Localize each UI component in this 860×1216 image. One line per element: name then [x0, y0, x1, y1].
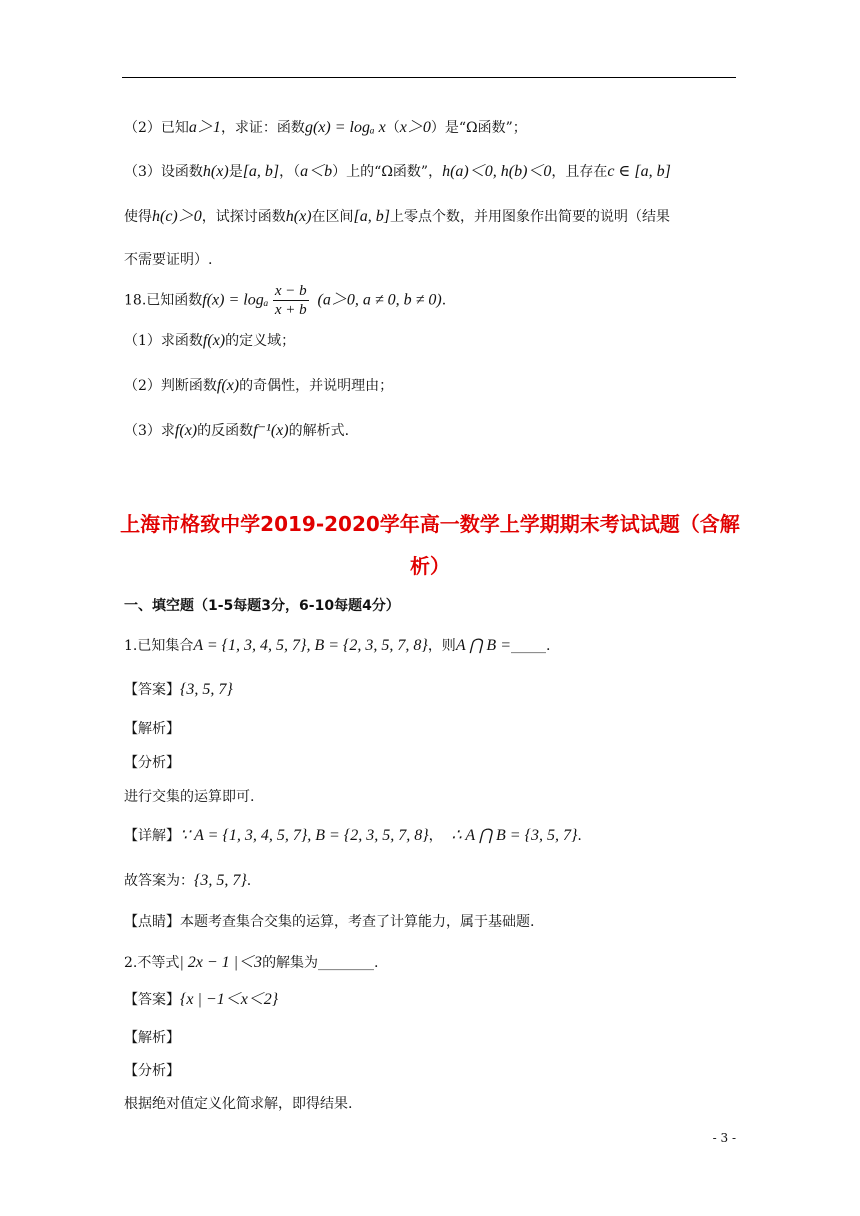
q1-fenxi-label: 【分析】 — [124, 755, 180, 771]
label: 【答案】 — [124, 682, 180, 698]
q17-part3-line1 — [124, 162, 671, 182]
math: f⁻¹(x) — [253, 422, 289, 439]
math: g(x) = logₐ x — [304, 119, 386, 136]
math: x＞0 — [399, 119, 431, 136]
text: . — [577, 828, 582, 844]
q2-answer — [124, 990, 278, 1010]
text: . — [246, 873, 252, 889]
q2-analysis: 根据绝对值定义化简求解，即得结果. — [124, 1096, 353, 1112]
text: 1.已知集合 — [124, 638, 194, 654]
text: （3）设函数 — [124, 164, 203, 180]
text: 的解析式. — [288, 423, 350, 439]
text: ）上的“Ω函数”， — [332, 164, 443, 180]
q18-part3 — [124, 421, 349, 441]
text: （2）已知 — [124, 120, 189, 136]
math: f(x) — [216, 377, 240, 394]
q17-part3-line3: 不需要证明）. — [124, 252, 213, 268]
text: （1）求函数 — [124, 333, 203, 349]
text: 2.不等式 — [124, 955, 180, 971]
q17-part3-line2 — [124, 207, 670, 227]
q18-part2 — [124, 376, 393, 396]
label: 【点睛】 — [124, 914, 180, 930]
math: {3, 5, 7} — [180, 681, 233, 698]
text: 的反函数 — [197, 423, 254, 439]
fraction-numerator: x − b — [274, 283, 307, 299]
answer-blank: _____. — [511, 638, 551, 654]
math: c ∈ [a, b] — [607, 163, 671, 180]
text: ，且存在 — [551, 164, 608, 180]
text: （3）求 — [124, 423, 175, 439]
q1-detail — [124, 826, 582, 846]
q1-answer — [124, 680, 233, 700]
math: [a, b] — [242, 163, 280, 180]
math: A ⋂ B = — [455, 637, 511, 654]
math: {3, 5, 7} — [194, 872, 247, 889]
question-2 — [124, 953, 379, 973]
q1-final — [124, 871, 251, 891]
math: A = {1, 3, 4, 5, 7}, B = {2, 3, 5, 7, 8} — [193, 637, 428, 654]
math: f(x) = logₐ — [202, 291, 269, 309]
math: ∴ A ⋂ B = {3, 5, 7} — [451, 827, 578, 844]
math: h(x) — [285, 208, 312, 225]
q2-fenxi-label: 【分析】 — [124, 1063, 180, 1079]
q1-analysis: 进行交集的运算即可. — [124, 789, 255, 805]
text: （ — [385, 120, 400, 136]
text: 本题考查集合交集的运算，考查了计算能力，属于基础题. — [180, 914, 535, 930]
text: ，求证：函数 — [220, 120, 305, 136]
text: 在区间 — [311, 209, 354, 225]
math: a＜b — [300, 163, 333, 180]
document-title-line2: 析） — [410, 554, 450, 578]
fraction-denominator: x + b — [274, 302, 307, 318]
q1-jiexi-label: 【解析】 — [124, 721, 180, 737]
text: 上零点个数，并用图象作出简要的说明（结果 — [389, 209, 670, 225]
label: 【答案】 — [124, 992, 180, 1008]
text: 的奇偶性，并说明理由； — [239, 378, 394, 394]
q1-comment — [124, 912, 534, 932]
math: | 2x − 1 |＜3 — [179, 954, 263, 971]
math: (a＞0, a ≠ 0, b ≠ 0) — [317, 291, 442, 309]
math: f(x) — [202, 332, 226, 349]
question-1 — [124, 636, 550, 656]
math: ∵ A = {1, 3, 4, 5, 7}, B = {2, 3, 5, 7, 8} — [180, 827, 429, 844]
math: [a, b] — [353, 208, 390, 225]
text: 故答案为： — [124, 873, 194, 889]
text: ， — [428, 828, 443, 844]
section-heading: 一、填空题（1-5每题3分，6-10每题4分） — [124, 598, 400, 614]
q18-stem — [124, 282, 446, 319]
document-title-line1: 上海市格致中学2019-2020学年高一数学上学期期末考试试题（含解 — [120, 512, 740, 536]
text: 是 — [228, 164, 243, 180]
text: 使得 — [124, 209, 152, 225]
math: h(c)＞0 — [152, 208, 202, 225]
text: 的定义域； — [225, 333, 296, 349]
math: a＞1 — [188, 119, 221, 136]
text: 18.已知函数 — [124, 292, 203, 309]
q18-part1 — [124, 331, 295, 351]
text: （2）判断函数 — [124, 378, 217, 394]
math: {x | −1＜x＜2} — [180, 991, 279, 1008]
text: ，则 — [427, 638, 456, 654]
text: ）是“Ω函数”； — [430, 120, 527, 136]
math: h(a)＜0, h(b)＜0 — [442, 163, 552, 180]
text: 的解集为________. — [262, 955, 379, 971]
label: 【详解】 — [124, 828, 180, 844]
fraction — [273, 282, 309, 319]
math: h(x) — [202, 163, 229, 180]
text: ，（ — [279, 164, 301, 180]
q2-jiexi-label: 【解析】 — [124, 1030, 180, 1046]
q17-part2 — [124, 118, 527, 138]
text: ，试探讨函数 — [201, 209, 286, 225]
header-rule — [122, 77, 736, 78]
math: f(x) — [174, 422, 198, 439]
text: . — [441, 292, 447, 309]
page-number: - 3 - — [712, 1131, 736, 1145]
